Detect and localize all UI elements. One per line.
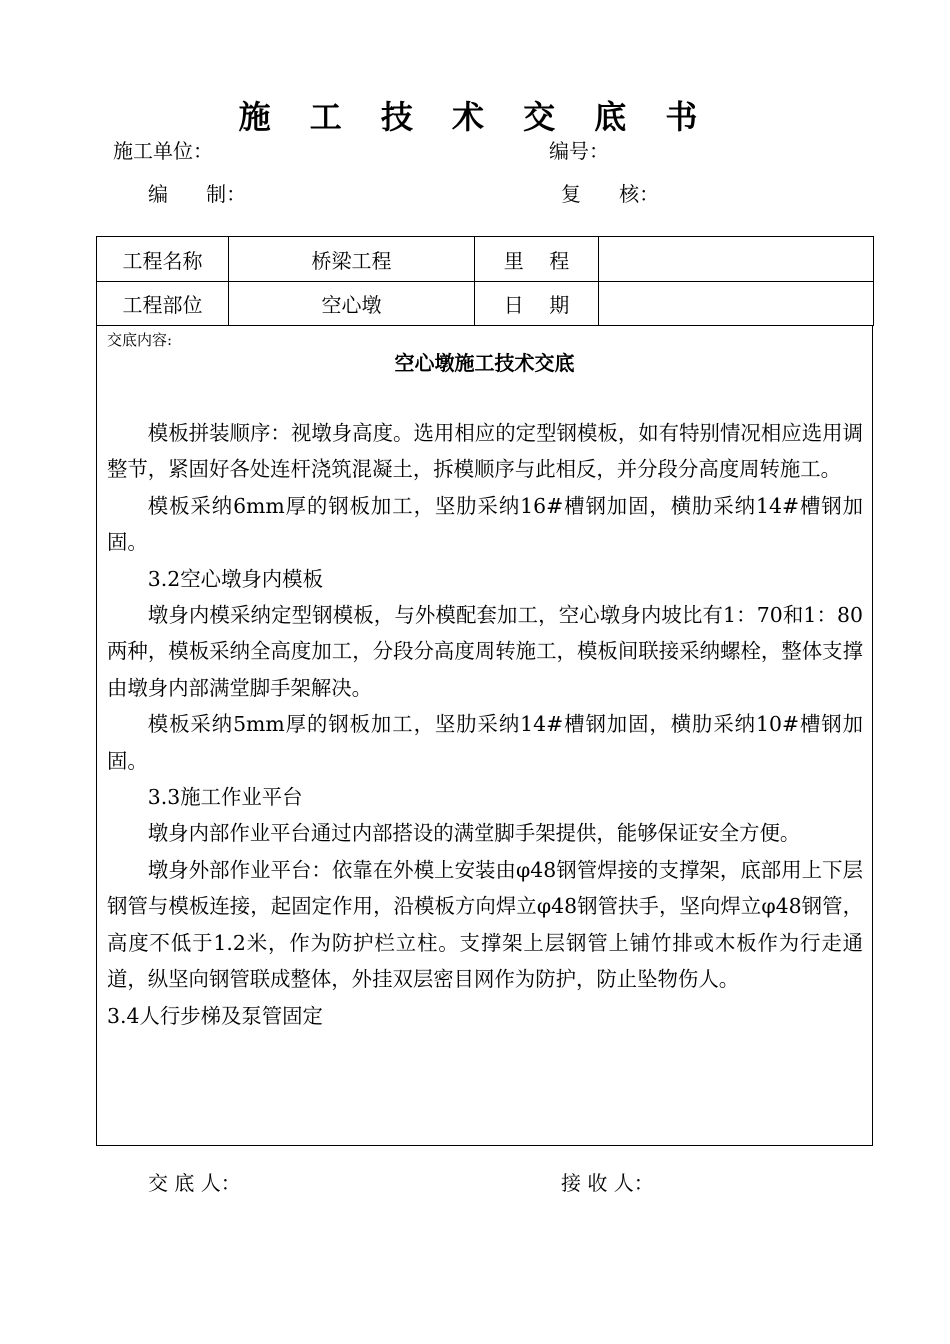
document-title: 施 工 技 术 交 底 书 xyxy=(238,98,712,136)
paragraph: 模板采纳6mm厚的钢板加工，坚肋采纳16#槽钢加固，横肋采纳14#槽钢加固。 xyxy=(107,493,863,555)
project-name-label: 工程名称 xyxy=(97,237,229,282)
briefing-content-box xyxy=(96,325,873,1146)
content-body xyxy=(107,415,863,1034)
date-value xyxy=(599,282,874,326)
construction-unit-label: 施工单位： xyxy=(113,139,213,163)
paragraph: 模板拼装顺序：视墩身高度。选用相应的定型钢模板，如有特别情况相应选用调整节，紧固好各处连杆浇筑混凝土，拆模顺序与此相反，并分段分高度周转施工。 xyxy=(107,421,863,482)
paragraph: 墩身内部作业平台通过内部搭设的满堂脚手架提供，能够保证安全方便。 xyxy=(147,821,801,846)
project-name-value: 桥梁工程 xyxy=(229,237,475,282)
briefing-receiver-label: 接 收 人： xyxy=(561,1171,654,1195)
compiler-label: 编 制： xyxy=(148,182,247,206)
paragraph: 墩身外部作业平台：依靠在外模上安装由φ48钢管焊接的支撑架，底部用上下层钢管与模板连接，起固定作用，沿模板方向焊立φ48钢管扶手，坚向焊立φ48钢管，高度不低于1.2米，作为防护栏立柱。支撑架上层钢管上铺竹排或木板作为行走通道，纵坚向钢管联成整体，外挂双层密目网作为防护，防止坠物伤人。 xyxy=(107,857,863,992)
section-heading: 3.3施工作业平台 xyxy=(147,785,303,810)
reviewer-label: 复 核： xyxy=(561,182,660,206)
info-row-project-name xyxy=(97,237,874,282)
mileage-value xyxy=(599,237,874,282)
document-number-label: 编号： xyxy=(549,139,609,163)
paragraph: 墩身内模采纳定型钢模板，与外模配套加工，空心墩身内坡比有1：70和1：80两种，模板采纳全高度加工，分段分高度周转施工，模板间联接采纳螺栓，整体支撑由墩身内部满堂脚手架解决。 xyxy=(107,603,863,700)
briefing-giver-label: 交 底 人： xyxy=(148,1171,241,1195)
section-heading: 3.2空心墩身内模板 xyxy=(147,566,323,591)
paragraph: 模板采纳5mm厚的钢板加工，坚肋采纳14#槽钢加固，横肋采纳10#槽钢加固。 xyxy=(107,712,863,773)
project-part-label: 工程部位 xyxy=(97,282,229,326)
date-label: 日 期 xyxy=(475,282,599,326)
project-info-table xyxy=(96,236,874,326)
content-label: 交底内容: xyxy=(107,331,173,349)
mileage-label: 里 程 xyxy=(475,237,599,282)
project-part-value: 空心墩 xyxy=(229,282,475,326)
content-title: 空心墩施工技术交底 xyxy=(394,351,575,375)
section-heading: 3.4人行步梯及泵管固定 xyxy=(107,1003,323,1028)
info-row-project-part xyxy=(97,282,874,326)
